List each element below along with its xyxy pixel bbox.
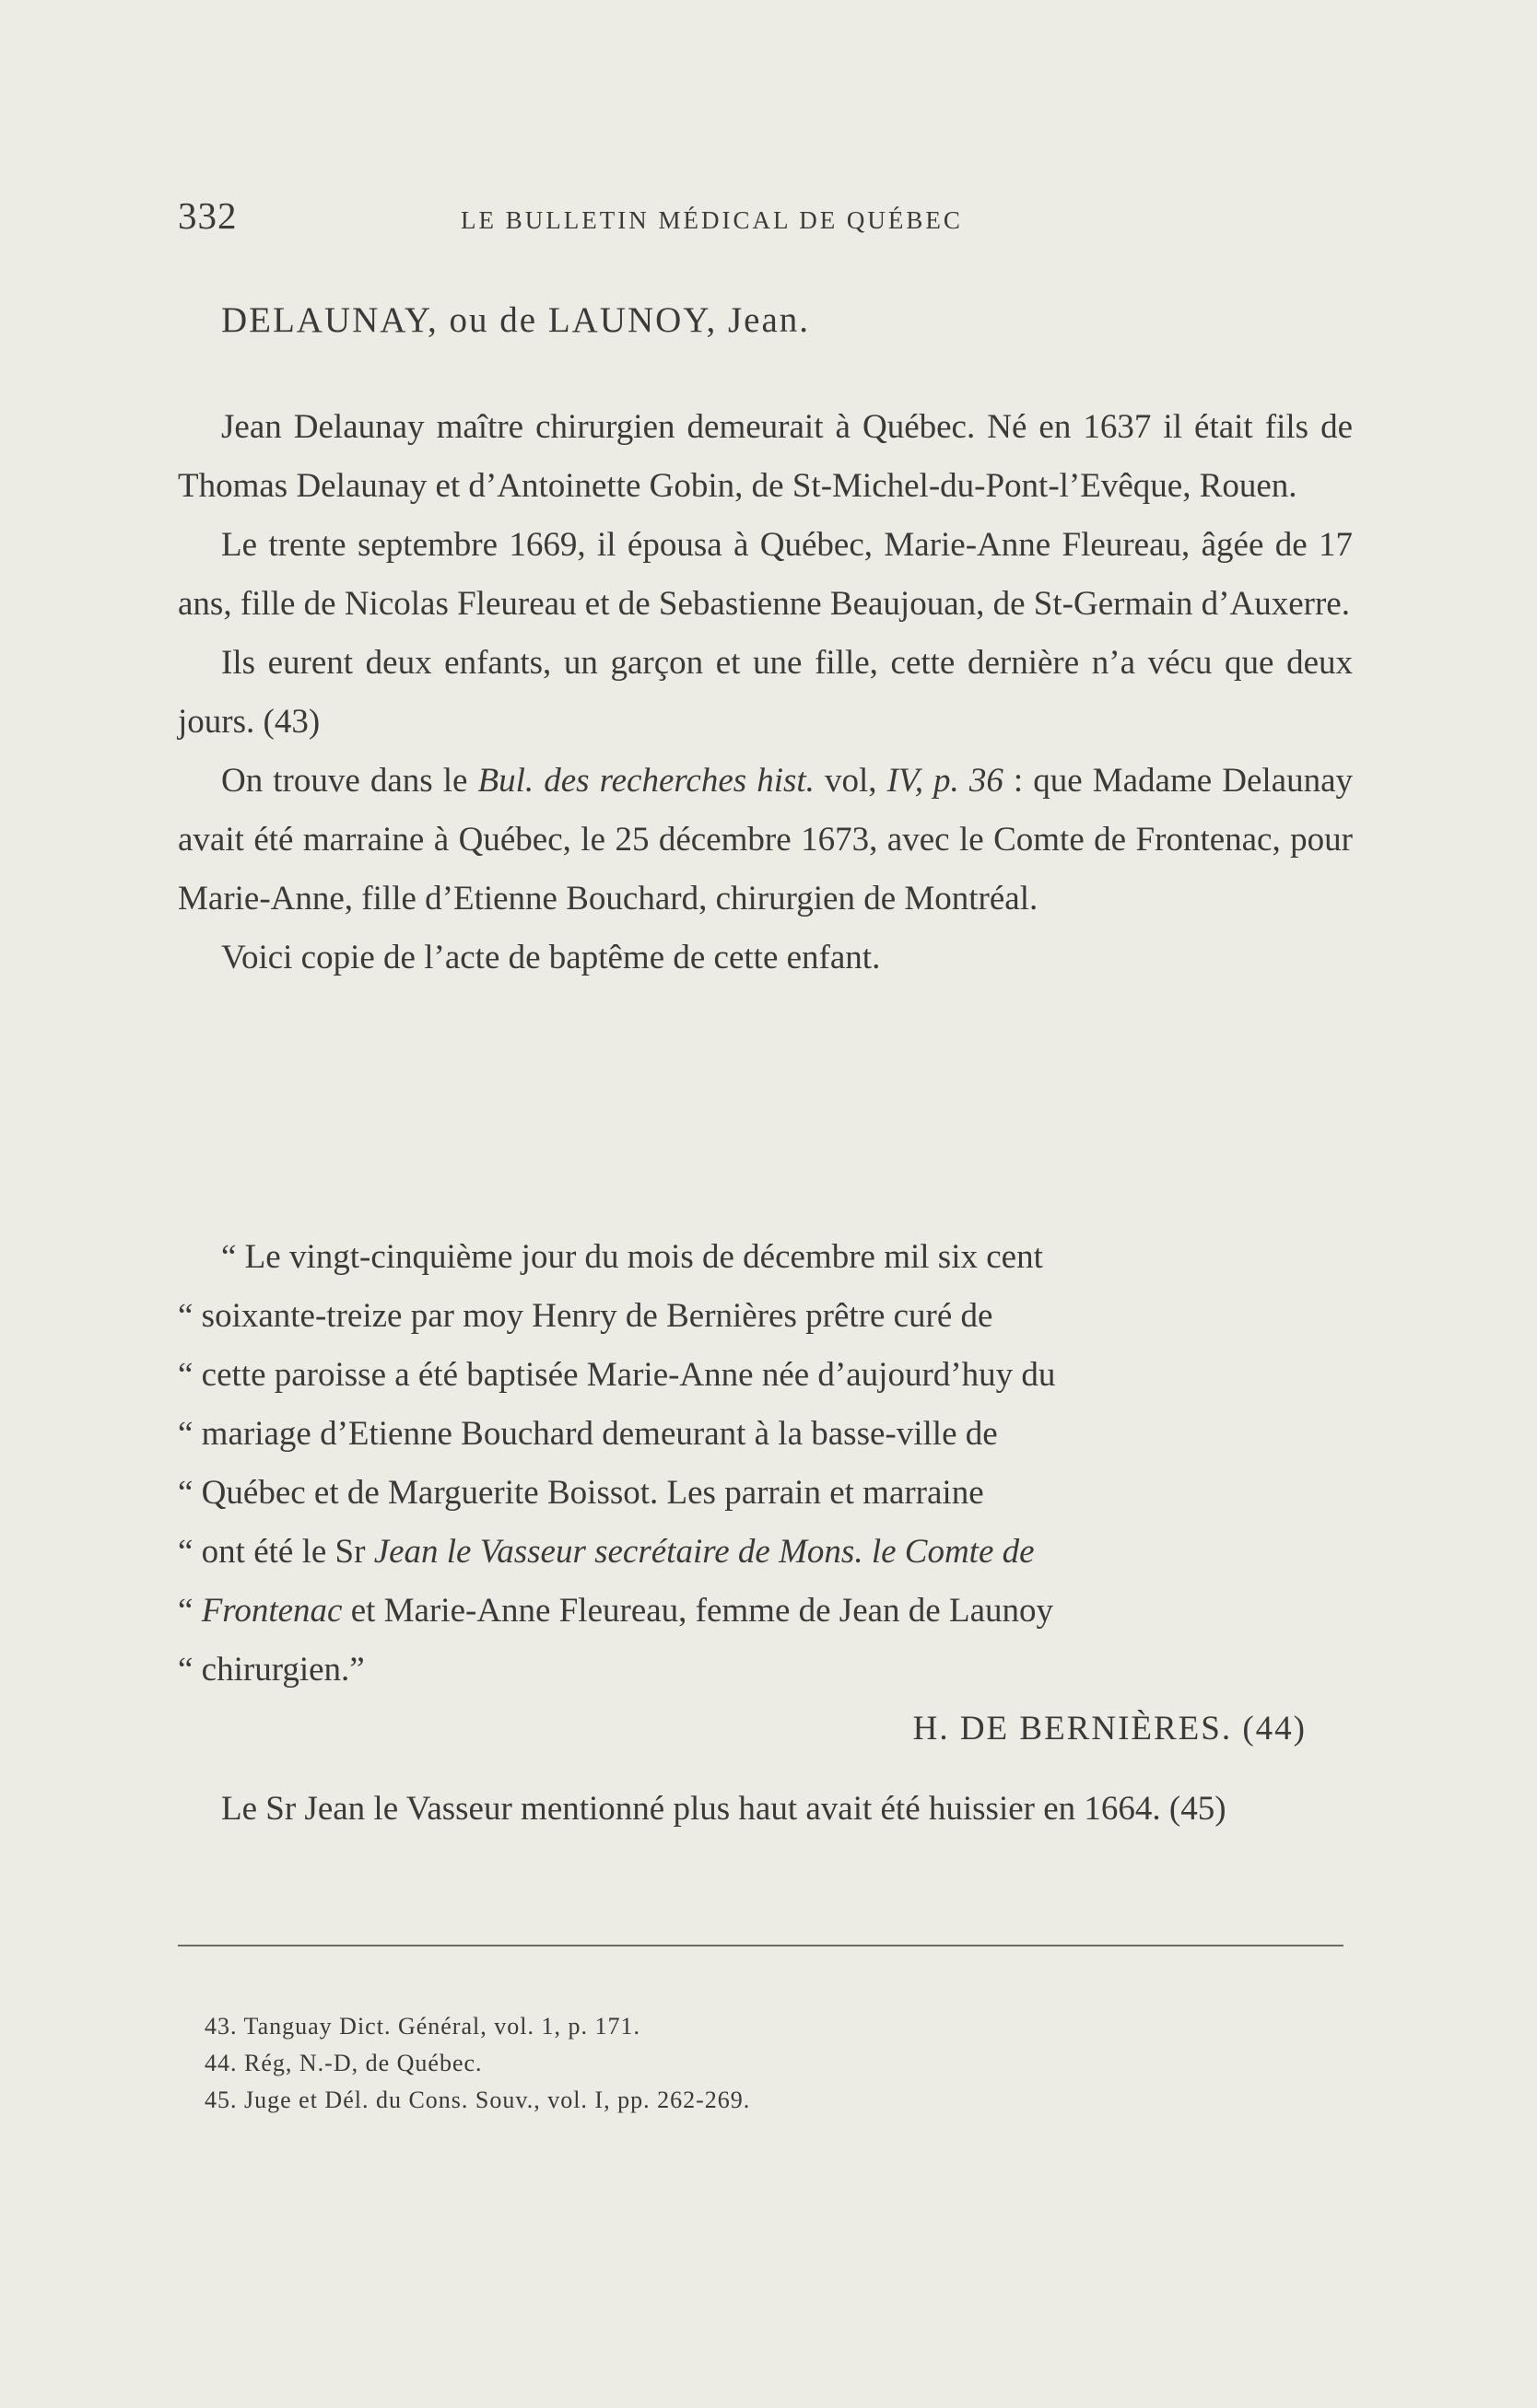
paragraph: Ils eurent deux enfants, un garçon et une fille, cette dernière n’a vécu que deux jours. (43)	[178, 644, 1353, 741]
text-run: vol,	[814, 762, 887, 800]
text-run: : que Madame Delaunay avait été marraine à Québec, le 25 décembre 1673, avec le Comte de Frontenac, pour Marie-Anne, fille d’Etienne Bouchard, chirurgien de Montréal.	[178, 762, 1354, 918]
paragraph: Le trente septembre 1669, il épousa à Québec, Marie-Anne Fleureau, âgée de 17 ans, fille de Nicolas Fleureau et de Sebastienne Beaujouan, de St-Germain d’Auxerre.	[178, 526, 1353, 623]
paragraph	[178, 752, 1353, 929]
closing-paragraph-block	[178, 1780, 1353, 1839]
italic-run: Frontenac	[201, 1592, 343, 1630]
footnote-divider	[178, 1945, 1343, 1946]
entry-body	[178, 398, 1353, 988]
entry-title: DELAUNAY, ou de LAUNOY, Jean.	[221, 300, 811, 340]
paragraph: Voici copie de l’acte de baptême de cette enfant.	[221, 939, 881, 976]
quote-line: “ chirurgien.”	[178, 1651, 365, 1689]
paragraph: Le Sr Jean le Vasseur mentionné plus haut avait été huissier en 1664. (45)	[221, 1790, 1226, 1828]
baptism-record-quote	[178, 1228, 1353, 1759]
paragraph: Jean Delaunay maître chirurgien demeurait à Québec. Né en 1637 il était fils de Thomas Delaunay et d’Antoinette Gobin, de St-Michel-du-Pont-l’Evêque, Rouen.	[178, 408, 1353, 505]
quote-line: “ soixante-treize par moy Henry de Bernières prêtre curé de	[178, 1297, 993, 1335]
quote-line	[178, 1523, 1353, 1582]
quote-line: “ Québec et de Marguerite Boissot. Les parrain et marraine	[178, 1474, 984, 1512]
quote-line: “ cette paroisse a été baptisée Marie-Anne née d’aujourd’huy du	[178, 1356, 1056, 1394]
quote-line: “ mariage d’Etienne Bouchard demeurant à la basse-ville de	[178, 1415, 998, 1453]
footnote: 43. Tanguay Dict. Général, vol. 1, p. 171.	[205, 2013, 640, 2040]
quote-line	[178, 1582, 1353, 1641]
text-run: et Marie-Anne Fleureau, femme de Jean de Launoy	[342, 1592, 1053, 1630]
page-number: 332	[178, 194, 238, 237]
italic-run: Jean le Vasseur secrétaire de Mons. le Comte de	[373, 1533, 1035, 1571]
footnote: 44. Rég, N.-D, de Québec.	[205, 2050, 483, 2076]
footnotes	[205, 2008, 750, 2119]
running-title: LE BULLETIN MÉDICAL DE QUÉBEC	[461, 206, 963, 234]
footnote: 45. Juge et Dél. du Cons. Souv., vol. I, pp. 262-269.	[205, 2087, 751, 2113]
quote-line: “ Le vingt-cinquième jour du mois de décembre mil six cent	[221, 1238, 1043, 1276]
signature: H. DE BERNIÈRES. (44)	[912, 1710, 1307, 1748]
italic-reference: IV, p. 36	[886, 762, 1003, 800]
text-run: On trouve dans le	[221, 762, 478, 800]
text-run: “	[178, 1592, 202, 1630]
text-run: “ ont été le Sr	[178, 1533, 374, 1571]
italic-citation: Bul. des recherches hist.	[477, 762, 815, 800]
page-header	[178, 193, 1357, 249]
